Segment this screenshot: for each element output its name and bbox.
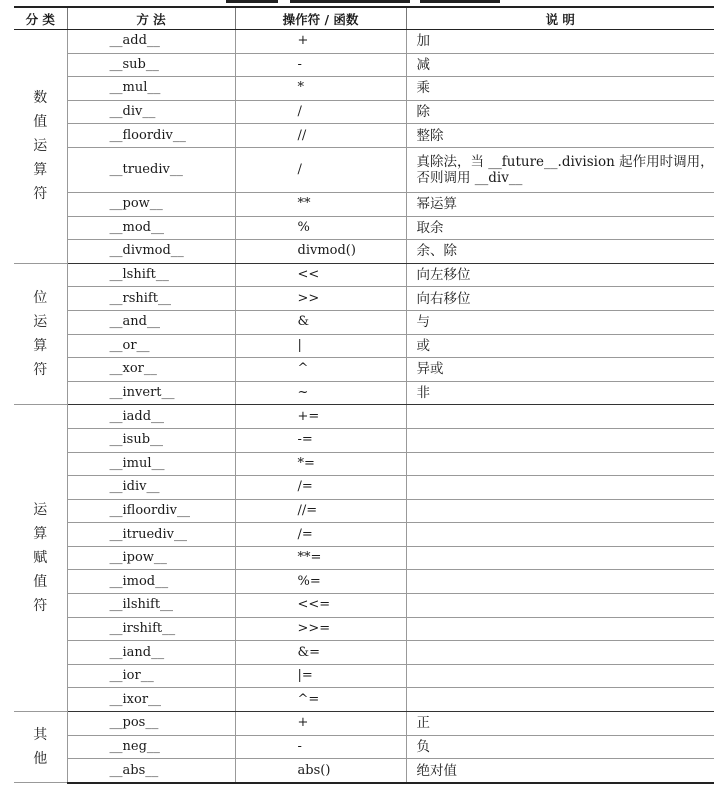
description-cell: 向左移位 (406, 263, 714, 287)
operator-cell: |= (235, 664, 406, 688)
operator-cell: // (235, 124, 406, 148)
description-cell: 非 (406, 381, 714, 405)
description-cell (406, 476, 714, 500)
cropped-caption-strip (0, 0, 720, 4)
category-label: 运算赋值符 (33, 502, 48, 615)
operator-cell: %= (235, 570, 406, 594)
operator-cell: >> (235, 287, 406, 311)
table-row (14, 216, 714, 240)
method-cell: __floordiv__ (67, 124, 235, 148)
operator-cell: >>= (235, 617, 406, 641)
operator-cell: + (235, 30, 406, 54)
table-row (14, 405, 714, 429)
method-cell: __lshift__ (67, 263, 235, 287)
method-cell: __imul__ (67, 452, 235, 476)
description-cell: 整除 (406, 124, 714, 148)
table-row (14, 30, 714, 54)
operator-cell: ^ (235, 358, 406, 382)
table-row (14, 594, 714, 618)
description-cell: 取余 (406, 216, 714, 240)
operator-cell: + (235, 712, 406, 736)
table-row (14, 147, 714, 192)
description-cell (406, 688, 714, 712)
method-cell: __truediv__ (67, 147, 235, 192)
method-cell: __isub__ (67, 428, 235, 452)
method-cell: __iand__ (67, 641, 235, 665)
method-cell: __divmod__ (67, 240, 235, 264)
operator-cell: / (235, 100, 406, 124)
operator-cell: * (235, 77, 406, 101)
table-row (14, 240, 714, 264)
table-row (14, 334, 714, 358)
method-cell: __rshift__ (67, 287, 235, 311)
description-cell (406, 570, 714, 594)
operator-cell: &= (235, 641, 406, 665)
table-row (14, 712, 714, 736)
table-row (14, 53, 714, 77)
header-description: 说 明 (406, 7, 714, 30)
description-cell: 幂运算 (406, 192, 714, 216)
operator-cell: - (235, 53, 406, 77)
description-cell (406, 452, 714, 476)
description-cell (406, 523, 714, 547)
table-row (14, 192, 714, 216)
operator-cell: *= (235, 452, 406, 476)
table-row (14, 617, 714, 641)
method-cell: __irshift__ (67, 617, 235, 641)
operator-cell: / (235, 147, 406, 192)
table-row (14, 664, 714, 688)
description-cell: 绝对值 (406, 759, 714, 783)
header-operator: 操作符 / 函数 (235, 7, 406, 30)
method-cell: __imod__ (67, 570, 235, 594)
description-cell (406, 499, 714, 523)
table-row (14, 287, 714, 311)
method-cell: __invert__ (67, 381, 235, 405)
method-cell: __itruediv__ (67, 523, 235, 547)
method-cell: __or__ (67, 334, 235, 358)
description-cell: 或 (406, 334, 714, 358)
method-cell: __xor__ (67, 358, 235, 382)
method-cell: __idiv__ (67, 476, 235, 500)
table-row (14, 546, 714, 570)
description-cell: 乘 (406, 77, 714, 101)
table-row (14, 100, 714, 124)
table-row (14, 499, 714, 523)
table-row (14, 381, 714, 405)
table-row (14, 476, 714, 500)
method-cell: __mod__ (67, 216, 235, 240)
operator-cell: //= (235, 499, 406, 523)
method-cell: __pow__ (67, 192, 235, 216)
category-cell (14, 263, 67, 405)
table-row (14, 263, 714, 287)
description-cell: 负 (406, 735, 714, 759)
method-cell: __sub__ (67, 53, 235, 77)
method-cell: __and__ (67, 310, 235, 334)
description-cell: 加 (406, 30, 714, 54)
operator-cell: ~ (235, 381, 406, 405)
description-cell: 向右移位 (406, 287, 714, 311)
table-row (14, 688, 714, 712)
table-body (14, 30, 714, 783)
method-cell: __ilshift__ (67, 594, 235, 618)
description-cell: 除 (406, 100, 714, 124)
description-cell: 正 (406, 712, 714, 736)
table-header-row (14, 7, 714, 30)
operator-cell: += (235, 405, 406, 429)
table-row (14, 570, 714, 594)
table-row (14, 358, 714, 382)
operator-cell: << (235, 263, 406, 287)
description-cell (406, 664, 714, 688)
operator-cell: abs() (235, 759, 406, 783)
table-row (14, 77, 714, 101)
table-row (14, 452, 714, 476)
operator-cell: | (235, 334, 406, 358)
operator-cell: /= (235, 476, 406, 500)
method-cell: __neg__ (67, 735, 235, 759)
table-row (14, 124, 714, 148)
category-label: 数值运算符 (33, 90, 48, 203)
category-cell (14, 405, 67, 712)
table-row (14, 428, 714, 452)
magic-methods-table (14, 6, 714, 784)
description-cell (406, 594, 714, 618)
category-cell (14, 712, 67, 783)
header-category: 分 类 (14, 7, 67, 30)
category-label: 位运算符 (33, 290, 48, 379)
operator-cell: <<= (235, 594, 406, 618)
description-cell (406, 546, 714, 570)
method-cell: __div__ (67, 100, 235, 124)
table-row (14, 641, 714, 665)
method-cell: __add__ (67, 30, 235, 54)
method-cell: __ior__ (67, 664, 235, 688)
method-cell: __ixor__ (67, 688, 235, 712)
header-method: 方 法 (67, 7, 235, 30)
category-cell (14, 30, 67, 264)
category-label: 其他 (33, 727, 48, 768)
operator-cell: - (235, 735, 406, 759)
method-cell: __abs__ (67, 759, 235, 783)
description-cell: 余、除 (406, 240, 714, 264)
method-cell: __iadd__ (67, 405, 235, 429)
description-cell: 减 (406, 53, 714, 77)
operator-cell: & (235, 310, 406, 334)
method-cell: __mul__ (67, 77, 235, 101)
operator-cell: **= (235, 546, 406, 570)
operator-cell: ** (235, 192, 406, 216)
operator-cell: % (235, 216, 406, 240)
description-cell (406, 641, 714, 665)
method-cell: __ipow__ (67, 546, 235, 570)
method-cell: __pos__ (67, 712, 235, 736)
operator-cell: divmod() (235, 240, 406, 264)
operator-cell: -= (235, 428, 406, 452)
description-cell: 真除法，当 __future__.division 起作用时调用，否则调用 __div__ (406, 147, 714, 192)
description-cell (406, 617, 714, 641)
operator-cell: /= (235, 523, 406, 547)
description-cell: 异或 (406, 358, 714, 382)
method-cell: __ifloordiv__ (67, 499, 235, 523)
description-cell (406, 428, 714, 452)
operator-cell: ^= (235, 688, 406, 712)
description-cell (406, 405, 714, 429)
table-row (14, 735, 714, 759)
table-row (14, 310, 714, 334)
table-row (14, 759, 714, 783)
description-cell: 与 (406, 310, 714, 334)
table-row (14, 523, 714, 547)
